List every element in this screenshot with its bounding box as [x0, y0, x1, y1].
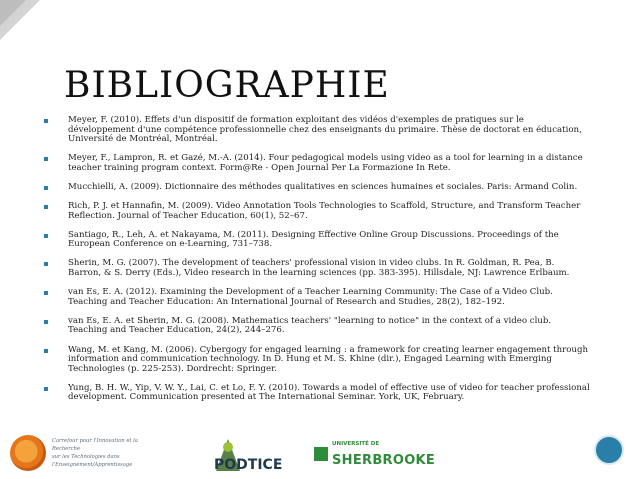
sherbrooke-small-text: UNIVERSITÉ DE: [332, 441, 380, 447]
bullet-icon: [44, 262, 48, 266]
reference-item: [40, 231, 590, 250]
navigation-circle-icon[interactable]: [594, 435, 624, 465]
carrefour-line-1: Carrefour pour l'Innovation et la Recherche: [52, 438, 138, 452]
reference-text: Mucchielli, A. (2009). Dictionnaire des méthodes qualitatives en sciences humaines et sociales. Paris: Armand Colin.: [68, 181, 578, 192]
reference-text: Meyer, F. (2010). Effets d'un dispositif de formation exploitant des vidéos d'exemples de pratiques sur le développement d'une compétence professionnelle chez des enseignants du primaire. Thèse de doctorat en éducation, Université de Montréal, Montréal.: [68, 115, 582, 145]
carrefour-line-2: sur les Technologies dans l'Enseignement/Apprentissage: [52, 454, 133, 468]
reference-text: van Es, E. A. et Sherin, M. G. (2008). Mathematics teachers' "learning to notice" in the context of a video club. Teaching and Teacher Education, 24(2), 244–276.: [68, 315, 552, 336]
bullet-icon: [44, 186, 48, 190]
corner-decoration-icon: [0, 0, 46, 46]
bullet-icon: [44, 234, 48, 238]
reference-text: Sherin, M. G. (2007). The development of teachers' professional vision in video clubs. In R. Goldman, R. Pea, B. Barron, & S. Derry (Eds.), Video research in the learning sciences (pp. 383-395). Hillsdale, NJ: Lawrence Erlbaum.: [68, 258, 570, 279]
reference-text: Rich, P. J. et Hannafin, M. (2009). Video Annotation Tools Technologies to Scaffold, Structure, and Transform Teacher Reflection. Journal of Teacher Education, 60(1), 52–67.: [68, 201, 581, 221]
reference-item: [40, 384, 590, 403]
reference-item: [40, 317, 590, 336]
reference-item: [40, 288, 590, 307]
reference-text: Yung, B. H. W., Yip, V. W. Y., Lai, C. et Lo, F. Y. (2010). Towards a model of effective use of video for teacher professional development. Communication presented at The International Seminar. York, UK, February.: [68, 382, 590, 403]
reference-item: [40, 259, 590, 278]
podtice-logo: [206, 431, 283, 475]
carrefour-logo: [8, 431, 158, 475]
reference-list: [40, 116, 590, 412]
sherbrooke-logo: [314, 433, 454, 473]
bullet-icon: [44, 205, 48, 209]
reference-item: [40, 154, 590, 173]
reference-text: Santiago, R., Leh, A. et Nakayama, M. (2011). Designing Effective Online Group Discussions. Proceedings of the European Conference on e-Learning, 731–738.: [68, 229, 559, 250]
reference-item: [40, 116, 590, 145]
sherbrooke-big-text: SHERBROOKE: [332, 453, 436, 468]
podtice-logo-text: PODTICE: [214, 457, 283, 473]
reference-text: van Es, E. A. (2012). Examining the Development of a Teacher Learning Community: The Case of a Video Club. Teaching and Teacher Education: An International Journal of Research and Studies, 28(2), 182–192.: [68, 287, 553, 307]
sherbrooke-mark-icon: [314, 447, 328, 461]
bullet-icon: [44, 157, 48, 161]
carrefour-logo-text: [52, 437, 158, 469]
carrefour-emblem-icon: [10, 435, 46, 471]
reference-item: [40, 346, 590, 375]
bullet-icon: [44, 320, 48, 324]
bullet-icon: [44, 387, 48, 391]
bullet-icon: [44, 291, 48, 295]
reference-item: [40, 202, 590, 221]
footer-logos: [0, 425, 638, 479]
reference-text: Wang, M. et Kang, M. (2006). Cybergogy for engaged learning : a framework for creating learner engagement through information and communication technology. In D. Hung et M. S. Khine (dir.), Engaged Learning with Emerging Technologies (p. 225-253). Dordrecht: Springer.: [68, 344, 589, 374]
reference-text: Meyer, F., Lampron, R. et Gazé, M.-A. (2014). Four pedagogical models using video as a tool for learning in a distance teacher training program context. Form@Re - Open Journal Per La Formazione In Rete.: [68, 153, 583, 173]
bullet-icon: [44, 119, 48, 123]
bullet-icon: [44, 349, 48, 353]
page-title: BIBLIOGRAPHIE: [64, 65, 390, 106]
reference-item: [40, 183, 590, 193]
